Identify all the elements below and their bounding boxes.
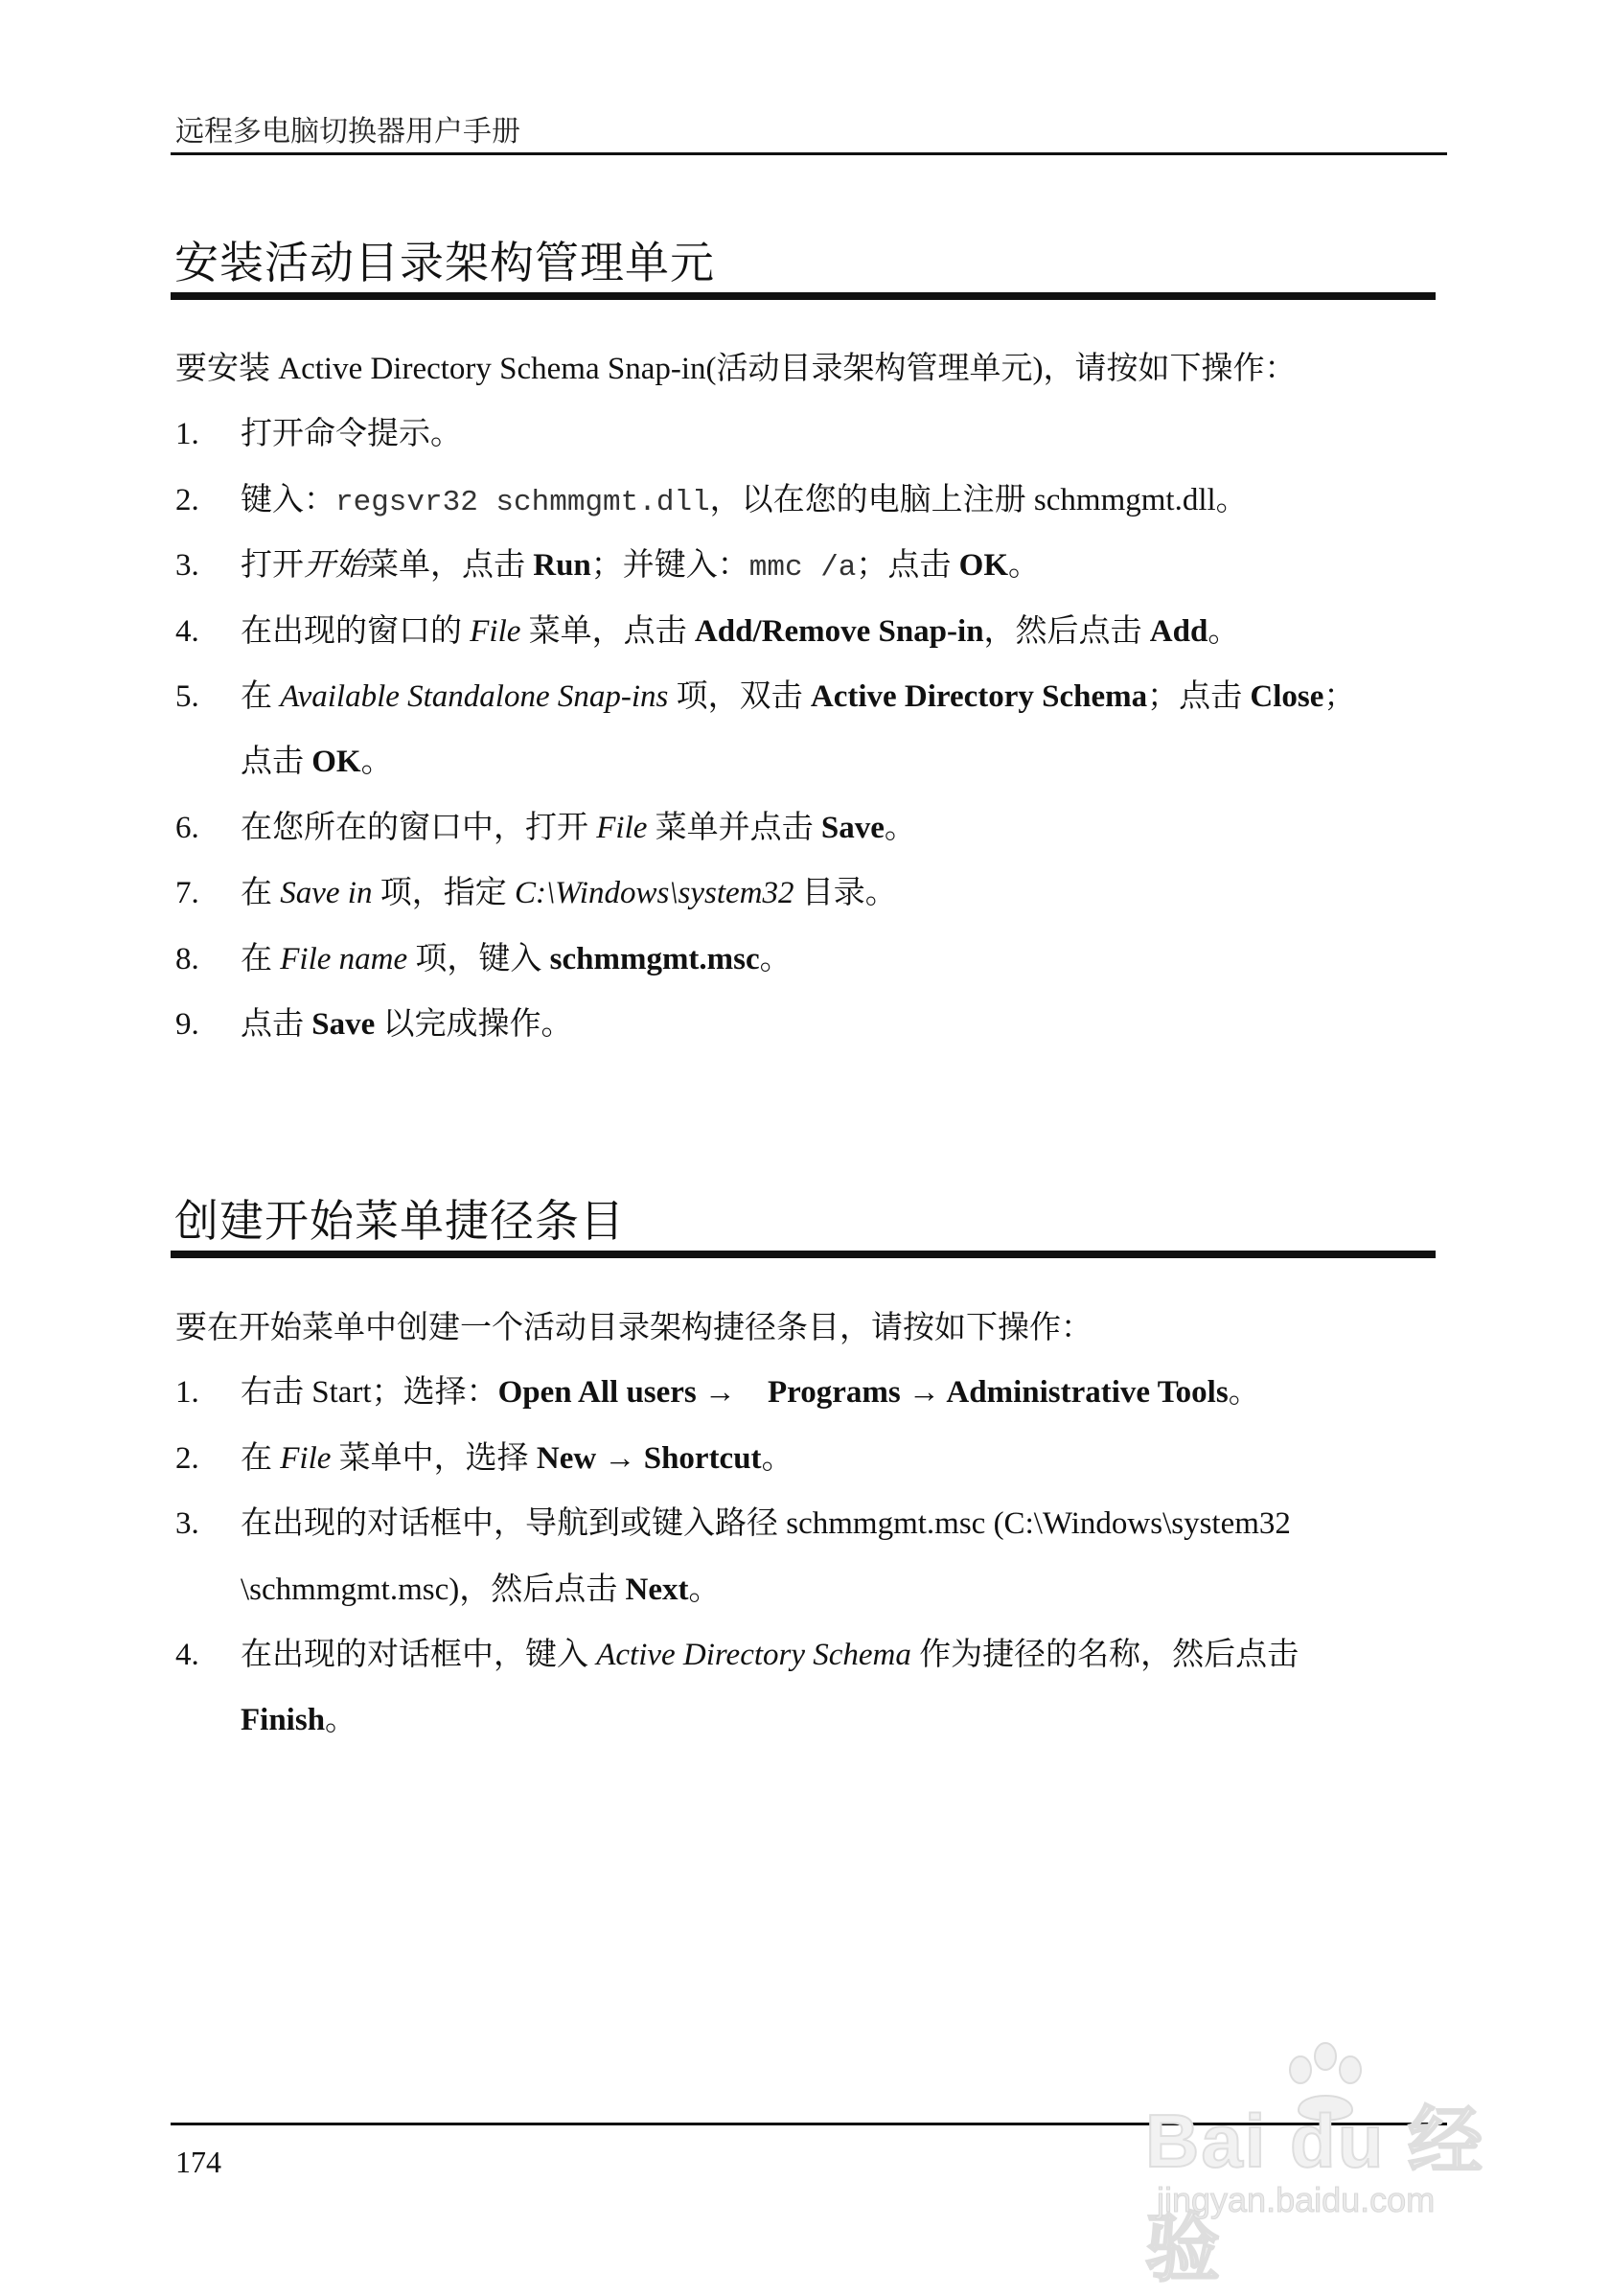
section-title-rule bbox=[171, 1251, 1436, 1258]
section2-intro: 要在开始菜单中创建一个活动目录架构捷径条目，请按如下操作： bbox=[175, 1311, 1092, 1345]
step-continuation: \schmmgmt.msc)，然后点击 Next。 bbox=[241, 1573, 721, 1607]
step-number: 5. bbox=[175, 679, 199, 714]
step-text: 在 Available Standalone Snap-ins 项，双击 Active Directory Schema；点击 Close； bbox=[241, 679, 1356, 714]
section-title-start-menu-shortcut: 创建开始菜单捷径条目 bbox=[174, 1195, 625, 1247]
step-number: 7. bbox=[175, 876, 199, 910]
header-divider bbox=[171, 152, 1447, 155]
section-title-install-snapin: 安装活动目录架构管理单元 bbox=[174, 237, 715, 288]
step-number: 2. bbox=[175, 1441, 199, 1476]
step-number: 1. bbox=[175, 417, 199, 451]
step-number: 6. bbox=[175, 811, 199, 845]
step-text: 在您所在的窗口中，打开 File 菜单并点击 Save。 bbox=[241, 811, 916, 845]
step-text: 在出现的窗口的 File 菜单，点击 Add/Remove Snap-in，然后点击 Add。 bbox=[241, 614, 1240, 649]
step-text: 在出现的对话框中，键入 Active Directory Schema 作为捷径的名称，然后点击 bbox=[241, 1638, 1300, 1672]
section1-intro: 要安装 Active Directory Schema Snap-in(活动目录架构管理单元)，请按如下操作： bbox=[175, 352, 1297, 386]
step-number: 4. bbox=[175, 1638, 199, 1672]
step-continuation: 点击 OK。 bbox=[241, 745, 393, 779]
step-text: 在 File name 项，键入 schmmgmt.msc。 bbox=[241, 942, 792, 976]
step-continuation: Finish。 bbox=[241, 1703, 357, 1737]
step-number: 1. bbox=[175, 1375, 199, 1410]
step-text: 打开开始菜单，点击 Run；并键入：mmc /a；点击 OK。 bbox=[241, 548, 1041, 585]
baidu-jingyan-watermark bbox=[1145, 2041, 1548, 2290]
step-text: 在 File 菜单中，选择 New → Shortcut。 bbox=[241, 1441, 794, 1476]
step-text: 右击 Start；选择：Open All users → Programs → Administrative Tools。 bbox=[241, 1375, 1260, 1410]
step-number: 4. bbox=[175, 614, 199, 649]
step-text: 打开命令提示。 bbox=[241, 417, 462, 451]
step-text: 键入：regsvr32 schmmgmt.dll，以在您的电脑上注册 schmmgmt.dll。 bbox=[241, 483, 1248, 519]
command-text: mmc /a bbox=[748, 551, 857, 585]
step-number: 9. bbox=[175, 1007, 199, 1042]
step-number: 2. bbox=[175, 483, 199, 517]
page-number: 174 bbox=[175, 2145, 221, 2179]
section-title-rule bbox=[171, 292, 1436, 300]
step-text: 在 Save in 项，指定 C:\Windows\system32 目录。 bbox=[241, 876, 897, 910]
step-number: 3. bbox=[175, 1506, 199, 1541]
step-text: 点击 Save 以完成操作。 bbox=[241, 1007, 573, 1042]
command-text: regsvr32 schmmgmt.dll bbox=[335, 486, 710, 519]
watermark-brand: Bai du 经验 bbox=[1145, 2099, 1485, 2290]
step-number: 3. bbox=[175, 548, 199, 583]
step-number: 8. bbox=[175, 942, 199, 976]
running-header: 远程多电脑切换器用户手册 bbox=[175, 116, 520, 148]
step-text: 在出现的对话框中，导航到或键入路径 schmmgmt.msc (C:\Windows\system32 bbox=[241, 1506, 1291, 1541]
watermark-url: jingyan.baidu.com bbox=[1157, 2180, 1436, 2219]
